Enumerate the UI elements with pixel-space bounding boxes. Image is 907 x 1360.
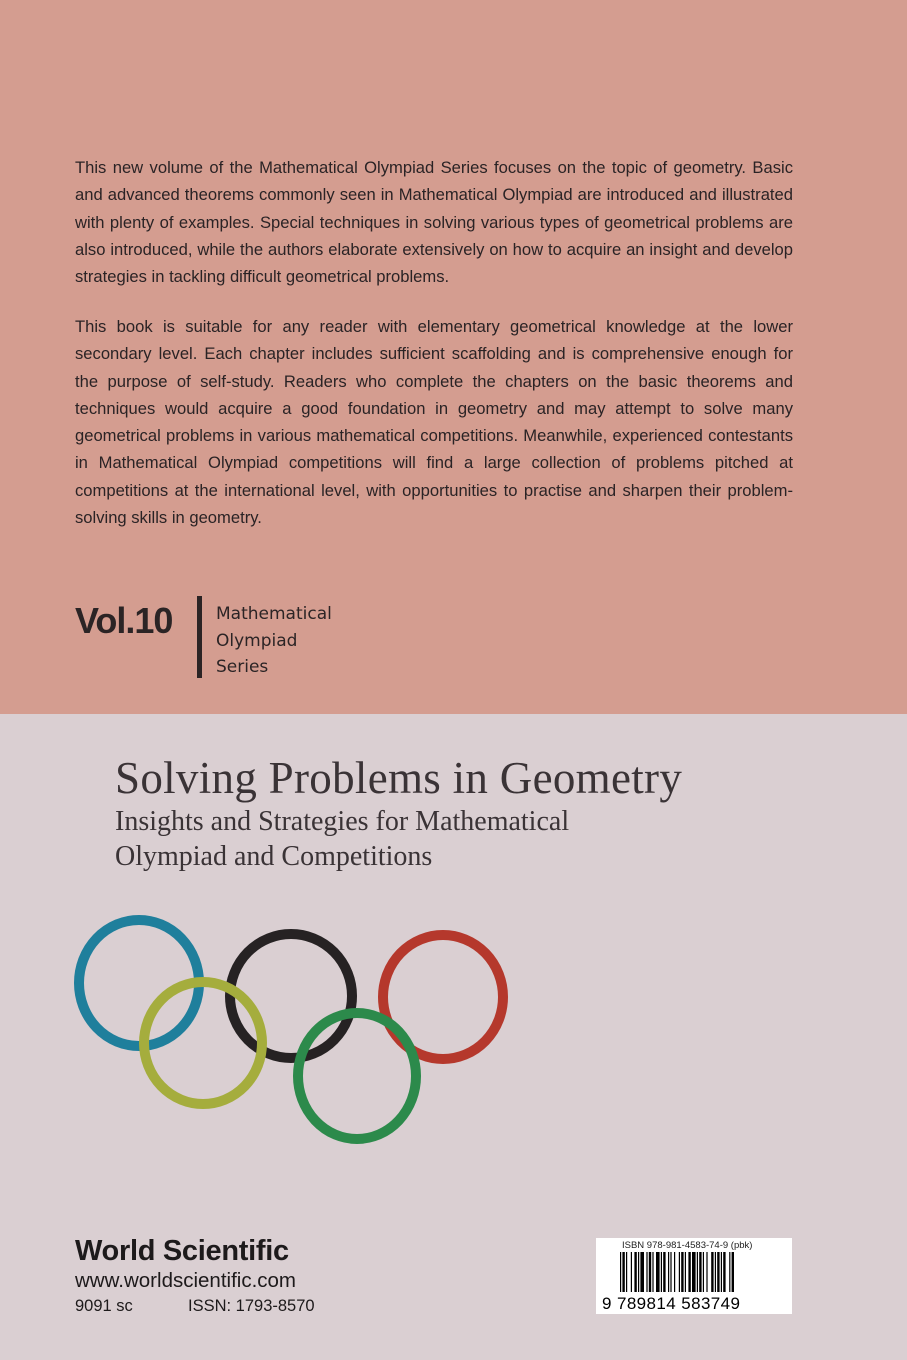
book-subtitle-line-1: Insights and Strategies for Mathematical	[115, 806, 570, 837]
barcode-digits: 9 789814 583749	[602, 1294, 741, 1313]
barcode-bar-10	[656, 1252, 660, 1292]
isbn-barcode	[596, 1238, 792, 1314]
barcode-bar-20	[692, 1252, 696, 1292]
barcode-bar-6	[640, 1252, 644, 1292]
barcode-bar-24	[706, 1252, 707, 1292]
barcode-bar-23	[703, 1252, 704, 1292]
publisher-name: World Scientific	[75, 1235, 289, 1267]
barcode-bar-21	[697, 1252, 698, 1292]
barcode-bar-17	[681, 1252, 683, 1292]
issn-number: ISSN: 1793-8570	[188, 1297, 315, 1315]
publisher-url: www.worldscientific.com	[75, 1269, 296, 1292]
barcode-bar-18	[685, 1252, 686, 1292]
barcode-bar-14	[670, 1252, 671, 1292]
series-divider-bar	[197, 596, 202, 678]
barcode-bar-16	[679, 1252, 680, 1292]
ring-black	[230, 934, 352, 1058]
series-name-line-3: Series	[216, 657, 269, 677]
book-subtitle	[115, 804, 569, 874]
barcode-bars	[596, 1252, 792, 1296]
barcode-bar-15	[674, 1252, 675, 1292]
barcode-bar-12	[663, 1252, 665, 1292]
barcode-bar-30	[729, 1252, 730, 1292]
barcode-bar-8	[649, 1252, 651, 1292]
barcode-bar-7	[646, 1252, 647, 1292]
barcode-bar-27	[717, 1252, 719, 1292]
book-title: Solving Problems in Geometry	[115, 753, 683, 803]
barcode-bar-25	[711, 1252, 713, 1292]
barcode-bar-4	[634, 1252, 636, 1292]
barcode-bar-2	[626, 1252, 627, 1292]
blurb-paragraph-2: This book is suitable for any reader with elementary geometrical knowledge at the lower secondary level. Each chapter includes sufficient scaffolding and is comprehensive enough for the purpose of self-study. Readers who complete the chapters on the basic theorems and techniques would acquire a good foundation in geometry and may attempt to solve many geometrical problems in various mathematical competitions. Meanwhile, experienced contestants in Mathematical Olympiad competitions will find a large collection of problems pitched at competitions at the international level, with opportunities to practise and sharpen their problem-solving skills in geometry.	[75, 317, 793, 528]
barcode-bar-9	[652, 1252, 653, 1292]
barcode-bar-3	[631, 1252, 632, 1292]
series-name-line-1: Mathematical	[216, 604, 332, 624]
barcode-bar-13	[668, 1252, 669, 1292]
book-subtitle-line-2: Olympiad and Competitions	[115, 841, 433, 872]
volume-number: Vol.10	[75, 600, 173, 641]
barcode-bar-31	[732, 1252, 734, 1292]
barcode-bar-11	[661, 1252, 662, 1292]
barcode-bar-29	[723, 1252, 725, 1292]
barcode-bar-28	[721, 1252, 722, 1292]
barcode-bar-1	[622, 1252, 624, 1292]
olympic-rings-illustration	[60, 905, 530, 1155]
series-name	[216, 601, 332, 681]
blurb-paragraph-1: This new volume of the Mathematical Olympiad Series focuses on the topic of geometry. Basic and advanced theorems commonly seen in Mathematical Olympiad are introduced and illustrated with plenty of examples. Special techniques in solving various types of geometrical problems are also introduced, while the authors elaborate extensively on how to acquire an insight and develop strategies in tackling difficult geometrical problems.	[75, 158, 793, 287]
isbn-label: ISBN 978-981-4583-74-9 (pbk)	[622, 1240, 753, 1251]
barcode-bar-5	[638, 1252, 639, 1292]
barcode-bar-0	[620, 1252, 621, 1292]
ring-green	[298, 1013, 416, 1139]
series-name-line-2: Olympiad	[216, 630, 298, 651]
product-code: 9091 sc	[75, 1297, 133, 1315]
barcode-bar-26	[715, 1252, 716, 1292]
barcode-bar-19	[688, 1252, 690, 1292]
barcode-bar-22	[699, 1252, 701, 1292]
